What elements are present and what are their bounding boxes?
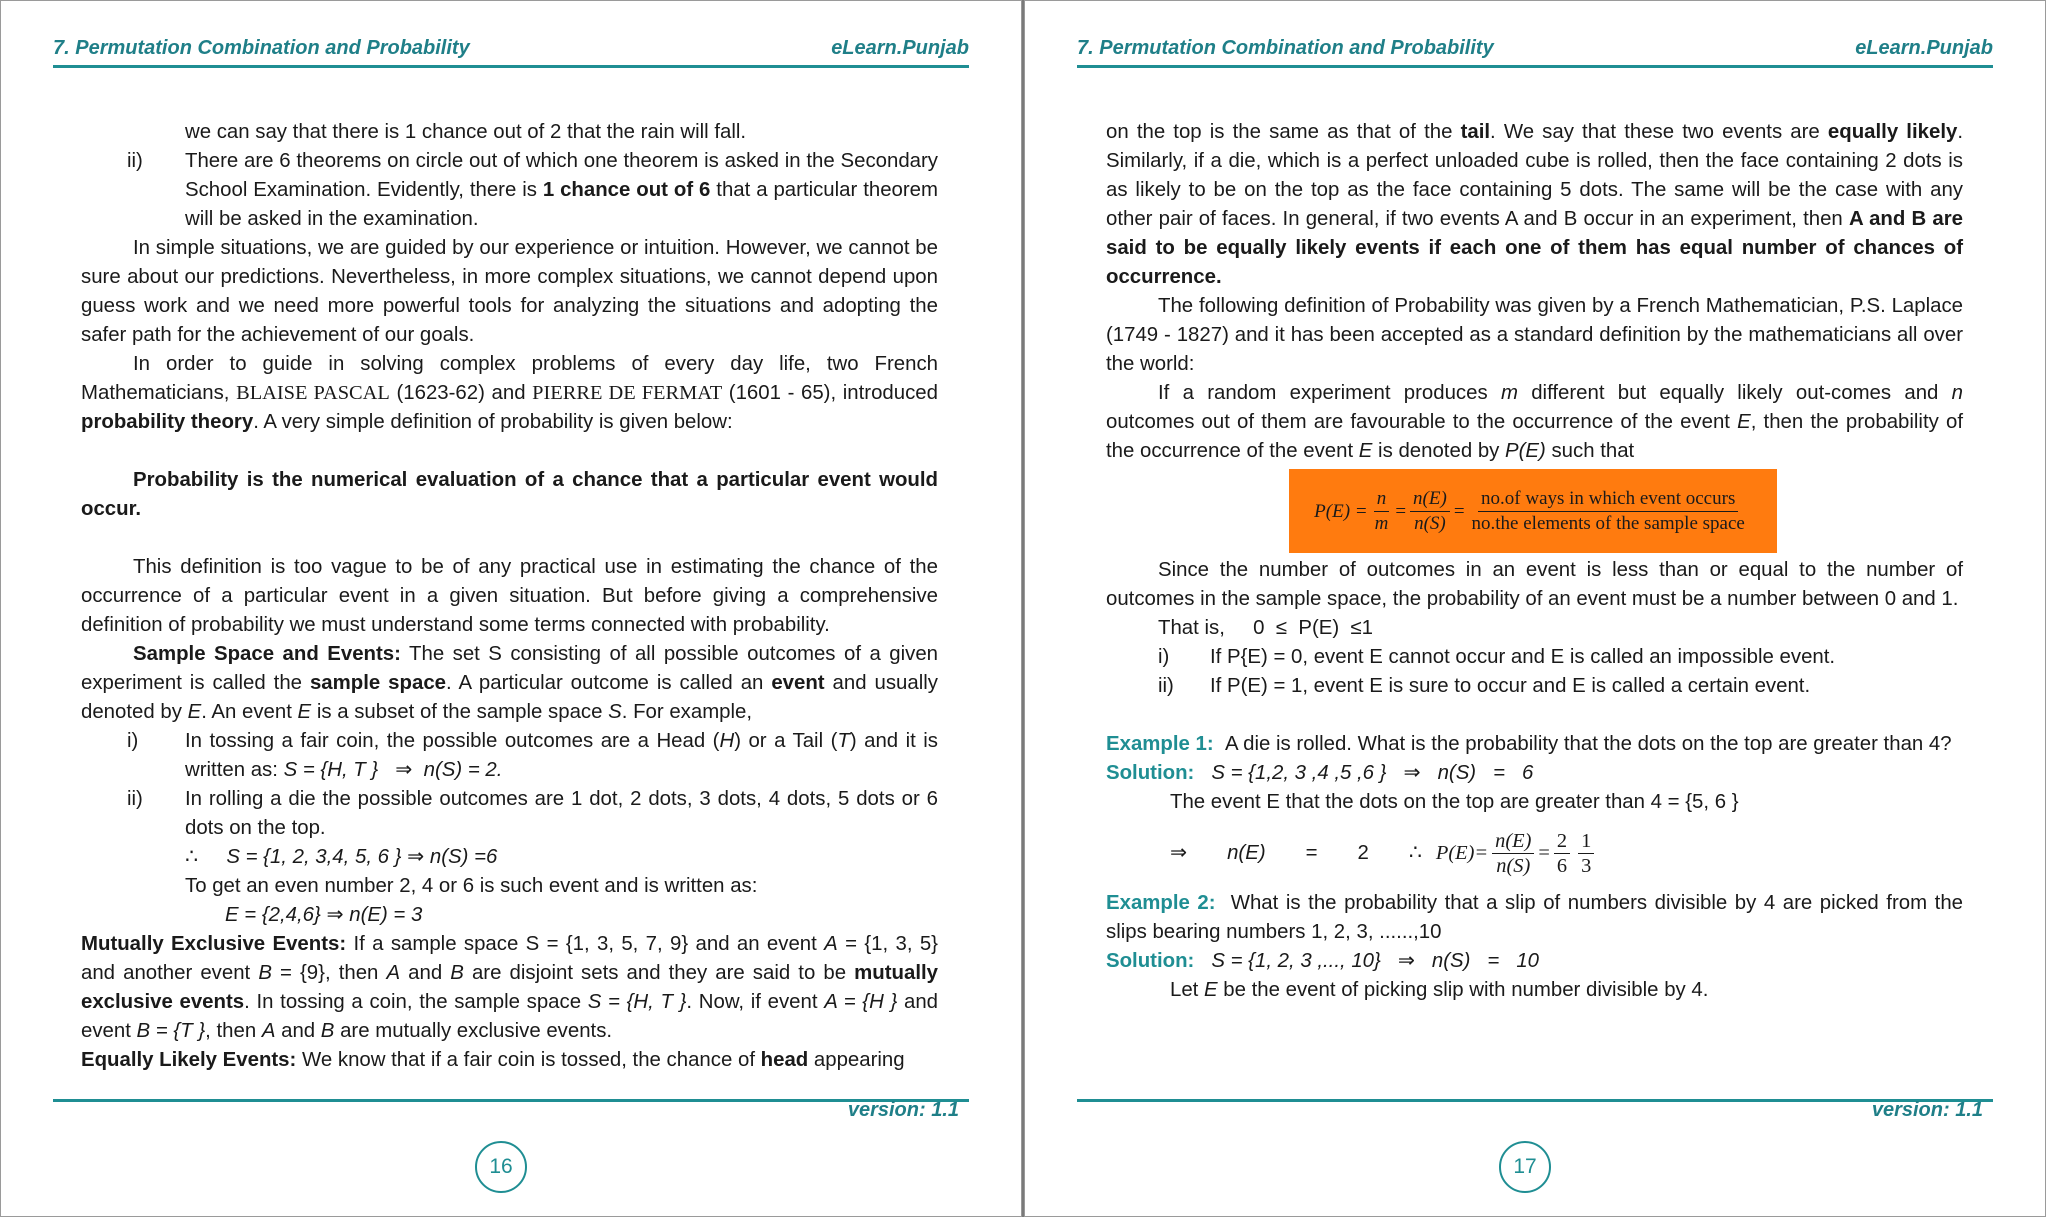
version-label: version: 1.1 [847,1099,959,1121]
paragraph: In simple situations, we are guided by our experience or intuition. However, we cannot be sure about our predictions. Nevertheless, in more complex situations, we cannot depend upon guess work and we need more powerful tools for analyzing the situations and adopting the safer path for the achievement of our goals. [81,237,938,346]
paragraph: The following definition of Probability was given by a French Mathematician, P.S. Laplace (1749 - 1827) and it has been accepted as a standard definition by the mathematicians all over the world: [1106,295,1963,375]
text-line: Let E be the event of picking slip with number divisible by 4. [1170,979,1709,1001]
text-line: E = {2,4,6} ⇒ n(E) = 3 [225,904,423,926]
list-item: ii) There are 6 theorems on circle out of which one theorem is asked in the Secondary School Examination. Evidently, there is 1 chance out of 6 that a particular theorem will be asked in the examination. [127,150,939,230]
page-body [81,118,938,1075]
text-line: ∴ S = {1, 2, 3,4, 5, 6 } ⇒ n(S) =6 [185,846,498,868]
page-number: 16 [475,1141,527,1193]
page-right [1024,0,2046,1217]
paragraph: on the top is the same as that of the tail. We say that these two events are equally likely. Similarly, if a die, which is a perfect unloaded cube is rolled, then the face containing 2 dots is as likely to be on the top as the face containing 5 dots. The same will be the case with any other pair of faces. In general, if two events A and B occur in an experiment, then A and B are said to be equally likely events if each one of them has equal number of chances of occurrence. [1106,121,1963,288]
fraction: $\frac{n(E)}{n(S)}$ [1492,829,1534,878]
paragraph: Equally Likely Events: We know that if a fair coin is tossed, the chance of head appearing [81,1049,905,1071]
chapter-title: 7. Permutation Combination and Probability [53,37,470,59]
paragraph: This definition is too vague to be of any practical use in estimating the chance of the occurrence of a particular event in a given situation. But before giving a comprehensive definition of probability we must understand some terms connected with probability. [81,556,938,636]
probability-formula-box: P(E) = $\frac{n}{m}$ = $\frac{n(E)}{n(S)}$ = $\frac{\text{no.of ways in which event occurs}}{\text{no.the elements of the sample space}}$ [1289,469,1777,553]
paragraph: If a random experiment produces m different but equally likely out-comes and n outcomes out of them are favourable to the occurrence of the event E, then the probability of the occurrence of the event E is denoted by P(E) such that [1106,382,1964,462]
text-line: To get an even number 2, 4 or 6 is such event and is written as: [185,875,758,897]
fraction: $\frac{\text{no.of ways in which event occurs}}{\text{no.the elements of the sample space}}$ [1471,487,1745,534]
page-body [1106,118,1963,1005]
brand-name: eLearn.Punjab [831,37,969,59]
page-header [53,35,969,68]
version-label: version: 1.1 [1871,1099,1983,1121]
page-header [1077,35,1993,68]
list-item: ii) If P(E) = 1, event E is sure to occur and E is called a certain event. [1158,675,1811,697]
brand-name: eLearn.Punjab [1855,37,1993,59]
paragraph: In order to guide in solving complex problems of every day life, two French Mathematicians, BLAISE PASCAL (1623-62) and PIERRE DE FERMAT (1601 - 65), introduced probability theory. A very simple definition of probability is given below: [81,353,938,433]
list-item: i) In tossing a fair coin, the possible outcomes are a Head (H) or a Tail (T) and it is written as: S = {H, T } ⇒ n(S) = 2. [127,730,938,781]
list-item: i) If P{E) = 0, event E cannot occur and E is called an impossible event. [1158,646,1836,668]
text-line: we can say that there is 1 chance out of 2 that the rain will fall. [185,121,747,143]
text-line: The event E that the dots on the top are greater than 4 = {5, 6 } [1170,791,1739,813]
fraction: $\frac{2}{6}$ [1554,829,1570,878]
paragraph: Mutually Exclusive Events: If a sample space S = {1, 3, 5, 7, 9} and an event A = {1, 3, 5} and another event B = {9}, then A and B are disjoint sets and they are said to be mutually exclusive events. In tossing a coin, the sample space S = {H, T }. Now, if event A = {H } and event B = {T }, then A and B are mutually exclusive events. [81,933,939,1042]
solution-2: Solution: S = {1, 2, 3 ,..., 10} ⇒ n(S) = 10 [1106,950,1539,972]
page-left [0,0,1022,1217]
paragraph: Sample Space and Events: The set S consisting of all possible outcomes of a given experiment is called the sample space. A particular outcome is called an event and usually denoted by E. An event E is a subset of the sample space S. For example, [81,643,938,723]
footer-rule [1077,1099,1993,1102]
chapter-title: 7. Permutation Combination and Probability [1077,37,1494,59]
footer-rule [53,1099,969,1102]
paragraph: Since the number of outcomes in an event is less than or equal to the number of outcomes in the sample space, the probability of an event must be a number between 0 and 1. [1106,559,1963,610]
page-number: 17 [1499,1141,1551,1193]
fraction: $\frac{n(E)}{n(S)}$ [1410,487,1450,536]
definition: Probability is the numerical evaluation of a chance that a particular event would occur. [81,469,938,520]
example-1: Example 1: A die is rolled. What is the probability that the dots on the top are greater than 4? [1106,733,1952,755]
example-2: Example 2: What is the probability that a slip of numbers divisible by 4 are picked from the slips bearing numbers 1, 2, 3, ......,10 [1106,892,1963,943]
fraction: $\frac{1}{3}$ [1578,829,1594,878]
solution-1: Solution: S = {1,2, 3 ,4 ,5 ,6 } ⇒ n(S) = 6 [1106,762,1534,784]
fraction: $\frac{n}{m}$ [1374,487,1389,534]
example-1-result: ⇒ n(E) = 2 ∴ P(E)= $\frac{n(E)}{n(S)}$ = $\frac{2}{6}$ $\frac{1}{3}$ [1106,817,1963,889]
text-line: That is, 0 ≤ P(E) ≤1 [1158,617,1374,639]
list-item: ii) In rolling a die the possible outcomes are 1 dot, 2 dots, 3 dots, 4 dots, 5 dots or 6 dots on the top. [127,788,938,839]
